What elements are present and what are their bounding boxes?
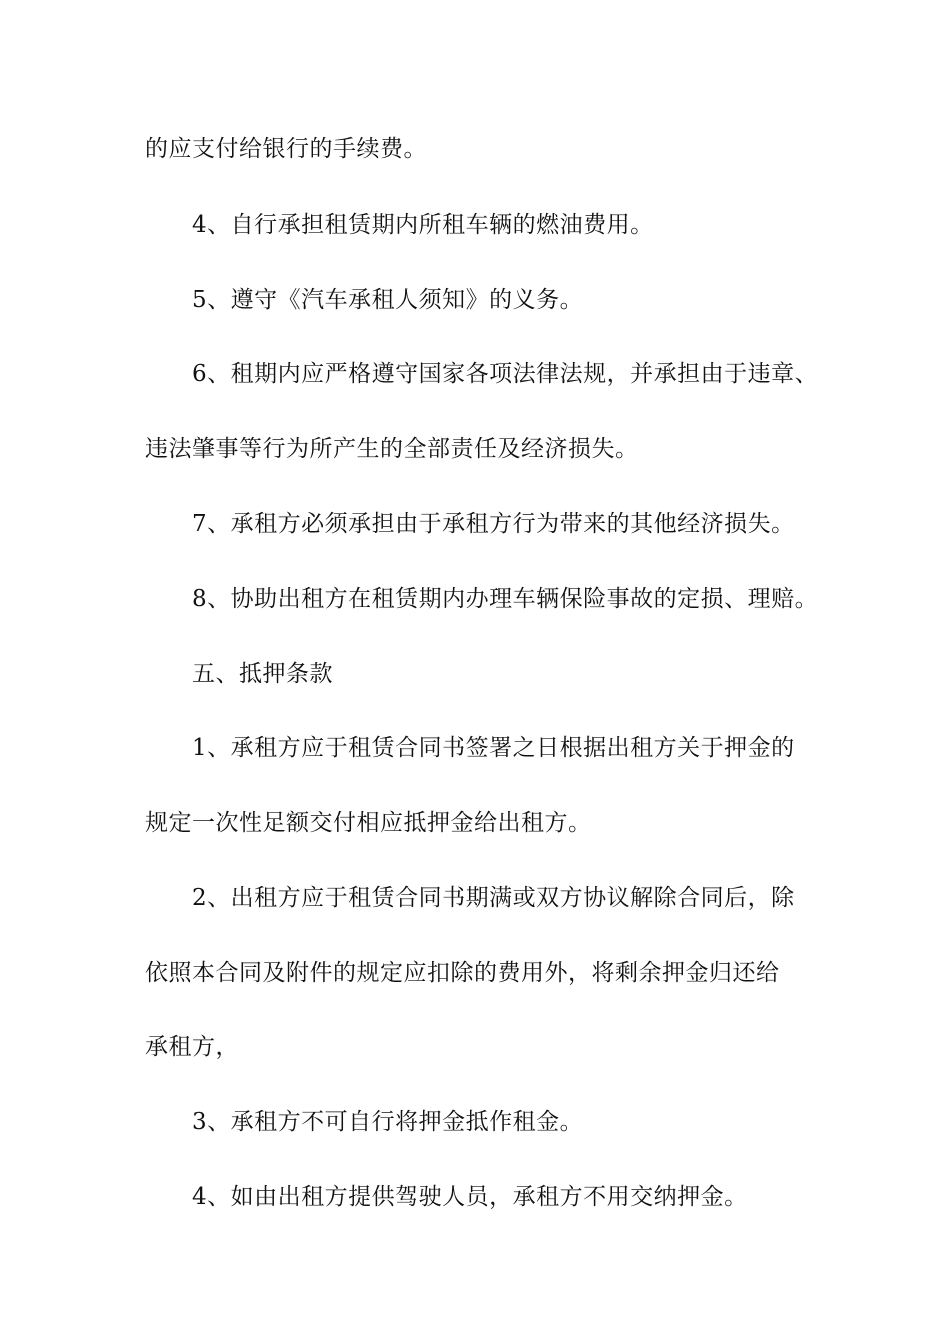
text-line-2: 4、自行承担租赁期内所租车辆的燃油费用。 (192, 212, 654, 238)
text-line-15: 4、如由出租方提供驾驶人员，承租方不用交纳押金。 (192, 1184, 748, 1210)
text-line-12: 依照本合同及附件的规定应扣除的费用外，将剩余押金归还给 (145, 960, 780, 986)
text-line-3: 5、遵守《汽车承租人须知》的义务。 (192, 287, 584, 313)
text-line-4: 6、租期内应严格遵守国家各项法律法规，并承担由于违章、 (192, 361, 819, 387)
text-line-5: 违法肇事等行为所产生的全部责任及经济损失。 (145, 436, 639, 462)
text-line-11: 2、出租方应于租赁合同书期满或双方协议解除合同后，除 (192, 885, 795, 911)
text-line-10: 规定一次性足额交付相应抵押金给出租方。 (145, 810, 592, 836)
text-line-9: 1、承租方应于租赁合同书签署之日根据出租方关于押金的 (192, 735, 795, 761)
text-line-13: 承租方， (145, 1034, 239, 1060)
text-line-1: 的应支付给银行的手续费。 (145, 136, 427, 162)
text-line-14: 3、承租方不可自行将押金抵作租金。 (192, 1109, 584, 1135)
text-line-6: 7、承租方必须承担由于承租方行为带来的其他经济损失。 (192, 511, 795, 537)
text-line-7: 8、协助出租方在租赁期内办理车辆保险事故的定损、理赔。 (192, 586, 819, 612)
section-heading: 五、抵押条款 (192, 661, 333, 687)
